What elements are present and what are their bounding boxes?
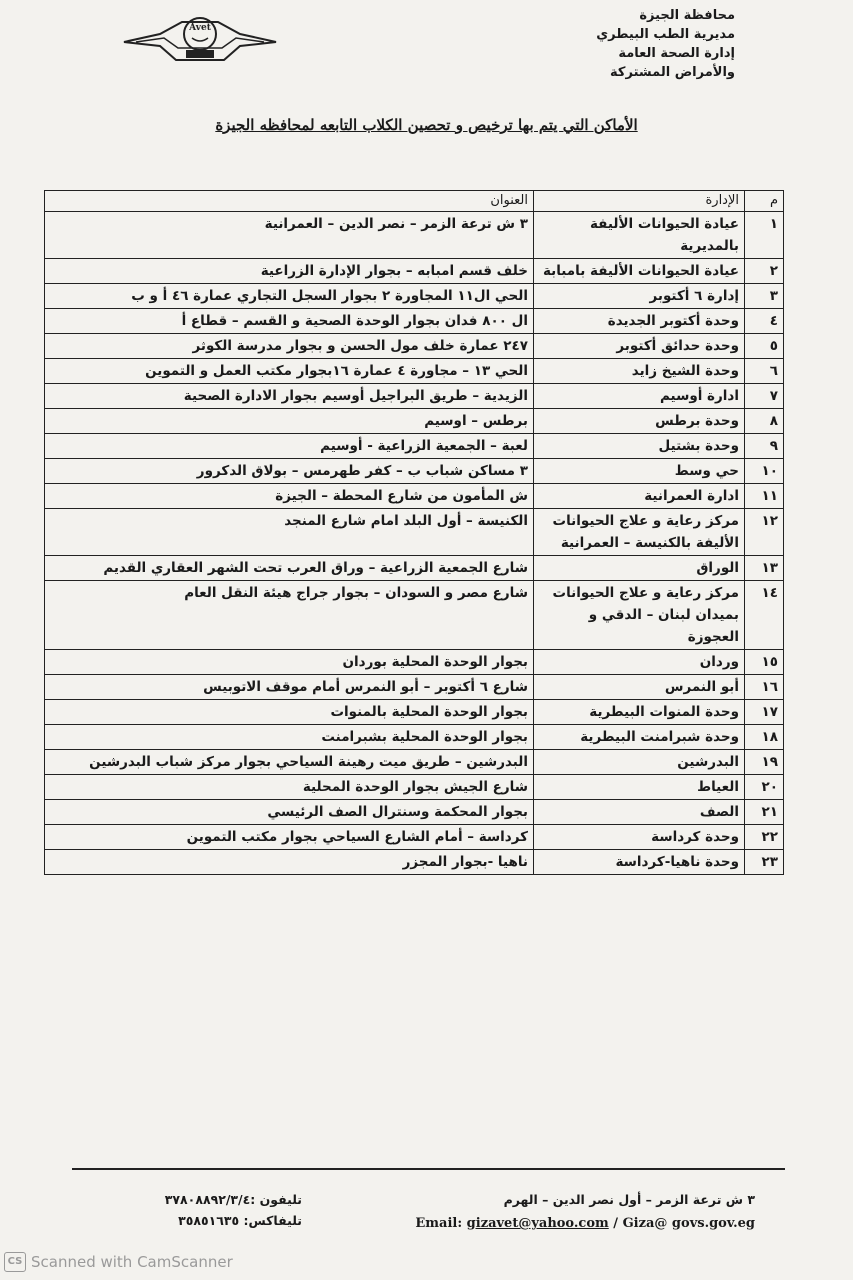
row-number: ٩ bbox=[745, 434, 784, 459]
table-row bbox=[45, 825, 784, 850]
row-address: شارع مصر و السودان – بجوار جراج هيئة النقل العام bbox=[45, 581, 534, 650]
table-row bbox=[45, 556, 784, 581]
row-address: شارع الجمعية الزراعية – وراق العرب تحت الشهر العقاري القديم bbox=[45, 556, 534, 581]
row-number: ١٠ bbox=[745, 459, 784, 484]
row-address: بجوار الوحدة المحلية بوردان bbox=[45, 650, 534, 675]
row-number: ٨ bbox=[745, 409, 784, 434]
table-row bbox=[45, 384, 784, 409]
table-row bbox=[45, 259, 784, 284]
row-number: ٢٢ bbox=[745, 825, 784, 850]
header-ministry-block bbox=[555, 6, 735, 82]
row-number: ١٧ bbox=[745, 700, 784, 725]
row-address: لعبة – الجمعية الزراعية - أوسيم bbox=[45, 434, 534, 459]
row-address: الكنيسة – أول البلد امام شارع المنجد bbox=[45, 509, 534, 556]
footer-email bbox=[415, 1216, 755, 1231]
table-row bbox=[45, 284, 784, 309]
row-administration: إدارة ٦ أكتوبر bbox=[534, 284, 745, 309]
row-administration: أبو النمرس bbox=[534, 675, 745, 700]
table-row bbox=[45, 650, 784, 675]
row-address: ٣ ش ترعة الزمر – نصر الدين – العمرانية bbox=[45, 212, 534, 259]
email-link-yahoo[interactable]: gizavet@yahoo.com bbox=[466, 1216, 609, 1231]
row-administration: وردان bbox=[534, 650, 745, 675]
table-row bbox=[45, 750, 784, 775]
table-row bbox=[45, 509, 784, 556]
header-line-directorate: مديرية الطب البيطري bbox=[596, 27, 735, 42]
row-number: ١٥ bbox=[745, 650, 784, 675]
table-row bbox=[45, 409, 784, 434]
row-administration: الوراق bbox=[534, 556, 745, 581]
camscanner-icon: CS bbox=[4, 1252, 26, 1272]
row-number: ٦ bbox=[745, 359, 784, 384]
table-header-row bbox=[45, 191, 784, 212]
row-number: ١٩ bbox=[745, 750, 784, 775]
footer-divider bbox=[72, 1168, 785, 1170]
row-address: ناهيا -بجوار المجزر bbox=[45, 850, 534, 875]
row-address: بجوار الوحدة المحلية بشبرامنت bbox=[45, 725, 534, 750]
row-address: كرداسة – أمام الشارع السياحي بجوار مكتب التموين bbox=[45, 825, 534, 850]
row-number: ١١ bbox=[745, 484, 784, 509]
footer-phone: تليفون :٣٧٨٠٨٨٩٢/٣/٤ bbox=[164, 1192, 302, 1207]
row-number: ١٨ bbox=[745, 725, 784, 750]
table-row bbox=[45, 581, 784, 650]
row-address: الزيدية – طريق البراجيل أوسيم بجوار الادارة الصحية bbox=[45, 384, 534, 409]
row-administration: عيادة الحيوانات الأليفة بالمديرية bbox=[534, 212, 745, 259]
row-address: الحي ال١١ المجاورة ٢ بجوار السجل التجاري عمارة ٤٦ أ و ب bbox=[45, 284, 534, 309]
footer-address: ٣ ش ترعة الزمر – أول نصر الدين – الهرم bbox=[503, 1192, 755, 1207]
row-administration: مركز رعاية و علاج الحيوانات الأليفة بالكنيسة – العمرانية bbox=[534, 509, 745, 556]
camscanner-text: Scanned with CamScanner bbox=[31, 1253, 233, 1271]
row-number: ٥ bbox=[745, 334, 784, 359]
row-address: بجوار الوحدة المحلية بالمنوات bbox=[45, 700, 534, 725]
footer-fax: تليفاكس: ٣٥٨٥١٦٣٥ bbox=[178, 1213, 302, 1228]
row-number: ٣ bbox=[745, 284, 784, 309]
camscanner-watermark bbox=[4, 1252, 233, 1272]
row-number: ١٤ bbox=[745, 581, 784, 650]
row-number: ١٢ bbox=[745, 509, 784, 556]
row-administration: مركز رعاية و علاج الحيوانات بميدان لبنان – الدقي و العجوزة bbox=[534, 581, 745, 650]
table-row bbox=[45, 459, 784, 484]
row-number: ٤ bbox=[745, 309, 784, 334]
row-administration: ادارة أوسيم bbox=[534, 384, 745, 409]
row-number: ١ bbox=[745, 212, 784, 259]
row-address: ٣ مساكن شباب ب – كفر طهرمس – بولاق الدكرور bbox=[45, 459, 534, 484]
row-number: ٧ bbox=[745, 384, 784, 409]
row-administration: وحدة الشيخ زايد bbox=[534, 359, 745, 384]
row-administration: وحدة ناهيا-كرداسة bbox=[534, 850, 745, 875]
row-administration: وحدة بشتيل bbox=[534, 434, 745, 459]
header-line-diseases: والأمراض المشتركة bbox=[610, 65, 735, 80]
email-label: Email: bbox=[415, 1216, 463, 1231]
table-row bbox=[45, 212, 784, 259]
page-title: الأماكن التي يتم بها ترخيص و تحصين الكلاب التابعه لمحافظه الجيزة bbox=[215, 116, 638, 134]
table-body bbox=[45, 212, 784, 875]
row-administration: وحدة أكتوبر الجديدة bbox=[534, 309, 745, 334]
row-administration: وحدة برطس bbox=[534, 409, 745, 434]
table-row bbox=[45, 725, 784, 750]
table-row bbox=[45, 700, 784, 725]
email-separator: / bbox=[608, 1216, 623, 1231]
dog-licensing-locations-table bbox=[44, 190, 784, 875]
row-administration: العياط bbox=[534, 775, 745, 800]
row-address: ٢٤٧ عمارة خلف مول الحسن و بجوار مدرسة الكوثر bbox=[45, 334, 534, 359]
table-row bbox=[45, 359, 784, 384]
row-address: البدرشين – طريق ميت رهينة السياحي بجوار مركز شباب البدرشين bbox=[45, 750, 534, 775]
row-address: خلف قسم امبابه – بجوار الإدارة الزراعية bbox=[45, 259, 534, 284]
table-row bbox=[45, 484, 784, 509]
header-administration: الإدارة bbox=[534, 191, 745, 212]
row-number: ١٦ bbox=[745, 675, 784, 700]
table-row bbox=[45, 434, 784, 459]
vet-directorate-logo bbox=[120, 8, 280, 70]
row-address: شارع الجيش بجوار الوحدة المحلية bbox=[45, 775, 534, 800]
row-address: برطس – اوسيم bbox=[45, 409, 534, 434]
row-administration: ادارة العمرانية bbox=[534, 484, 745, 509]
row-address: شارع ٦ أكتوبر – أبو النمرس أمام موقف الاتوبيس bbox=[45, 675, 534, 700]
row-number: ١٣ bbox=[745, 556, 784, 581]
row-number: ٢٠ bbox=[745, 775, 784, 800]
row-administration: البدرشين bbox=[534, 750, 745, 775]
row-number: ٢١ bbox=[745, 800, 784, 825]
row-address: ال ٨٠٠ فدان بجوار الوحدة الصحية و القسم – قطاع أ bbox=[45, 309, 534, 334]
row-number: ٢ bbox=[745, 259, 784, 284]
table-row bbox=[45, 850, 784, 875]
row-administration: حي وسط bbox=[534, 459, 745, 484]
email-link-gov[interactable]: Giza@ govs.gov.eg bbox=[622, 1216, 755, 1231]
table-row bbox=[45, 775, 784, 800]
table-row bbox=[45, 800, 784, 825]
table-row bbox=[45, 334, 784, 359]
header-line-department: إدارة الصحة العامة bbox=[618, 46, 735, 61]
row-address: ش المأمون من شارع المحطة – الجيزة bbox=[45, 484, 534, 509]
table-row bbox=[45, 309, 784, 334]
row-address: الحي ١٣ – مجاورة ٤ عمارة ١٦بجوار مكتب العمل و التموين bbox=[45, 359, 534, 384]
row-administration: الصف bbox=[534, 800, 745, 825]
row-administration: وحدة كرداسة bbox=[534, 825, 745, 850]
row-administration: وحدة المنوات البيطرية bbox=[534, 700, 745, 725]
table-row bbox=[45, 675, 784, 700]
header-address: العنوان bbox=[45, 191, 534, 212]
header-number: م bbox=[745, 191, 784, 212]
row-number: ٢٣ bbox=[745, 850, 784, 875]
header-line-governorate: محافظة الجيزة bbox=[639, 8, 735, 23]
svg-text:Avet: Avet bbox=[189, 23, 211, 33]
row-administration: عيادة الحيوانات الأليفة بامبابة bbox=[534, 259, 745, 284]
row-administration: وحدة حدائق أكتوبر bbox=[534, 334, 745, 359]
row-address: بجوار المحكمة وسنترال الصف الرئيسي bbox=[45, 800, 534, 825]
row-administration: وحدة شبرامنت البيطرية bbox=[534, 725, 745, 750]
